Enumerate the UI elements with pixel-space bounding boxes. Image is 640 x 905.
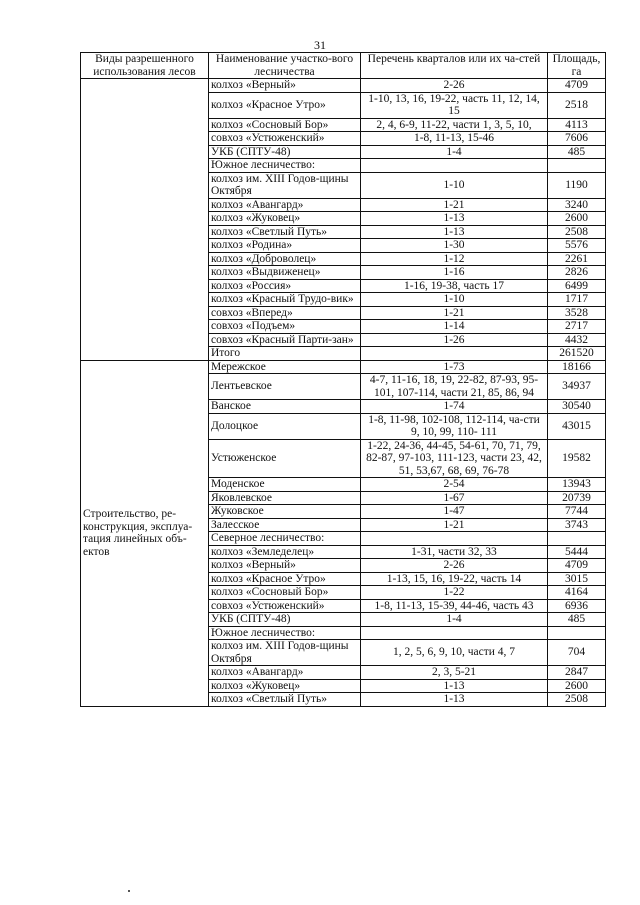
quarters-cell: 1-10 [361,172,548,198]
quarters-cell: 1-16, 19-38, часть 17 [361,279,548,293]
area-cell [548,532,606,546]
quarters-cell: 1-8, 11-13, 15-39, 44-46, часть 43 [361,599,548,613]
quarters-cell: 1-10 [361,293,548,307]
area-cell: 7606 [548,132,606,146]
forestry-name-cell: колхоз «Жуковец» [209,679,361,693]
header-name: Наименование участко-вого лесничества [209,53,361,79]
area-cell: 4709 [548,559,606,573]
quarters-cell: 2, 3, 5-21 [361,666,548,680]
area-cell: 6499 [548,279,606,293]
quarters-cell: 1-8, 11-13, 15-46 [361,132,548,146]
scan-speck [128,890,130,892]
table-body [81,79,606,707]
forestry-name-cell: совхоз «Устюженский» [209,132,361,146]
forestry-name-cell: колхоз «Красное Утро» [209,572,361,586]
area-cell: 3528 [548,306,606,320]
forestry-name-cell: колхоз «Сосновый Бор» [209,118,361,132]
quarters-cell: 1-21 [361,306,548,320]
quarters-cell: 1-13 [361,212,548,226]
quarters-cell: 1-13 [361,693,548,707]
forestry-name-cell: Моденское [209,478,361,492]
area-cell: 2508 [548,693,606,707]
quarters-cell: 1-14 [361,320,548,334]
forestry-name-cell: колхоз «Земледелец» [209,545,361,559]
quarters-cell: 1-47 [361,505,548,519]
quarters-cell [361,532,548,546]
forestry-name-cell: колхоз «Авангард» [209,666,361,680]
forestry-name-cell: колхоз «Красный Трудо-вик» [209,293,361,307]
quarters-cell: 1-26 [361,333,548,347]
area-cell [548,159,606,173]
forestry-name-cell: Устюженское [209,439,361,478]
area-cell: 2508 [548,225,606,239]
forestry-name-cell: колхоз им. XIII Годов-щины Октября [209,640,361,666]
forestry-name-cell: колхоз им. XIII Годов-щины Октября [209,172,361,198]
forestry-name-cell: совхоз «Устюженский» [209,599,361,613]
forestry-name-cell: совхоз «Красный Парти-зан» [209,333,361,347]
area-cell: 3743 [548,518,606,532]
forestry-name-cell: колхоз «Выдвиженец» [209,266,361,280]
quarters-cell [361,347,548,361]
area-cell: 4432 [548,333,606,347]
forestry-name-cell: Лентьевское [209,374,361,400]
page-number: 31 [314,38,326,52]
quarters-cell: 1-31, части 32, 33 [361,545,548,559]
quarters-cell: 1-10, 13, 16, 19-22, часть 11, 12, 14, 15 [361,92,548,118]
forestry-name-cell: колхоз «Россия» [209,279,361,293]
quarters-cell: 1-21 [361,518,548,532]
table-row [81,79,606,93]
area-cell: 20739 [548,491,606,505]
forestry-name-cell: Итого [209,347,361,361]
quarters-cell: 1-13 [361,225,548,239]
quarters-cell: 1-73 [361,360,548,374]
quarters-cell: 1-4 [361,145,548,159]
area-cell: 43015 [548,413,606,439]
forestry-name-cell: совхоз «Вперед» [209,306,361,320]
quarters-cell: 2, 4, 6-9, 11-22, части 1, 3, 5, 10, [361,118,548,132]
area-cell [548,626,606,640]
area-cell: 2600 [548,679,606,693]
area-cell: 2261 [548,252,606,266]
area-cell: 4113 [548,118,606,132]
forestry-name-cell: колхоз «Сосновый Бор» [209,586,361,600]
quarters-cell: 1-16 [361,266,548,280]
area-cell: 704 [548,640,606,666]
area-cell: 7744 [548,505,606,519]
area-cell: 2826 [548,266,606,280]
quarters-cell [361,159,548,173]
forestry-name-cell: Северное лесничество: [209,532,361,546]
area-cell: 3015 [548,572,606,586]
area-cell: 19582 [548,439,606,478]
quarters-cell: 2-26 [361,559,548,573]
quarters-cell: 2-54 [361,478,548,492]
table-row [81,360,606,374]
quarters-cell: 1-67 [361,491,548,505]
quarters-cell: 4-7, 11-16, 18, 19, 22-82, 87-93, 95-101, 107-114, части 21, 85, 86, 94 [361,374,548,400]
quarters-cell: 2-26 [361,79,548,93]
area-cell: 485 [548,145,606,159]
area-cell: 30540 [548,400,606,414]
forestry-name-cell: колхоз «Верный» [209,79,361,93]
area-cell: 5576 [548,239,606,253]
area-cell: 485 [548,613,606,627]
forestry-name-cell: совхоз «Подъем» [209,320,361,334]
forestry-name-cell: Жуковское [209,505,361,519]
area-cell: 4164 [548,586,606,600]
quarters-cell: 1-22 [361,586,548,600]
forestry-name-cell: УКБ (СПТУ-48) [209,145,361,159]
forestry-name-cell: Яковлевское [209,491,361,505]
forestry-name-cell: колхоз «Авангард» [209,198,361,212]
forestry-name-cell: Залесское [209,518,361,532]
forestry-name-cell: колхоз «Светлый Путь» [209,225,361,239]
forestry-name-cell: Южное лесничество: [209,159,361,173]
forestry-name-cell: колхоз «Светлый Путь» [209,693,361,707]
area-cell: 6936 [548,599,606,613]
area-cell: 2847 [548,666,606,680]
header-quarters: Перечень кварталов или их ча-стей [361,53,548,79]
area-cell: 3240 [548,198,606,212]
forestry-name-cell: Долоцкое [209,413,361,439]
quarters-cell: 1-13, 15, 16, 19-22, часть 14 [361,572,548,586]
forestry-name-cell: колхоз «Родина» [209,239,361,253]
quarters-cell: 1-4 [361,613,548,627]
forestry-name-cell: УКБ (СПТУ-48) [209,613,361,627]
area-cell: 2600 [548,212,606,226]
area-cell: 18166 [548,360,606,374]
quarters-cell: 1, 2, 5, 6, 9, 10, части 4, 7 [361,640,548,666]
area-cell: 2518 [548,92,606,118]
quarters-cell: 1-8, 11-98, 102-108, 112-114, ча-сти 9, 10, 99, 110- 111 [361,413,548,439]
header-area: Площадь, га [548,53,606,79]
area-cell: 34937 [548,374,606,400]
area-cell: 1190 [548,172,606,198]
header-use: Виды разрешенного использования лесов [81,53,209,79]
forestry-name-cell: Ванское [209,400,361,414]
quarters-cell: 1-22, 24-36, 44-45, 54-61, 70, 71, 79, 82-87, 97-103, 111-123, части 23, 42, 51, 53,67, 68, 69, 76-78 [361,439,548,478]
quarters-cell: 1-30 [361,239,548,253]
quarters-cell [361,626,548,640]
area-cell: 5444 [548,545,606,559]
use-type-cell: Строительство, ре-конструкция, эксплуа-тация линейных объ-ектов [81,360,209,706]
area-cell: 261520 [548,347,606,361]
quarters-cell: 1-21 [361,198,548,212]
table-header-row [81,53,606,79]
area-cell: 1717 [548,293,606,307]
area-cell: 2717 [548,320,606,334]
area-cell: 13943 [548,478,606,492]
forestry-name-cell: колхоз «Жуковец» [209,212,361,226]
use-type-cell [81,79,209,361]
forestry-name-cell: колхоз «Верный» [209,559,361,573]
quarters-cell: 1-13 [361,679,548,693]
forestry-name-cell: колхоз «Красное Утро» [209,92,361,118]
forestry-name-cell: Южное лесничество: [209,626,361,640]
quarters-cell: 1-74 [361,400,548,414]
quarters-cell: 1-12 [361,252,548,266]
forestry-name-cell: колхоз «Доброволец» [209,252,361,266]
forestry-name-cell: Мережское [209,360,361,374]
forest-use-table [80,52,606,707]
area-cell: 4709 [548,79,606,93]
